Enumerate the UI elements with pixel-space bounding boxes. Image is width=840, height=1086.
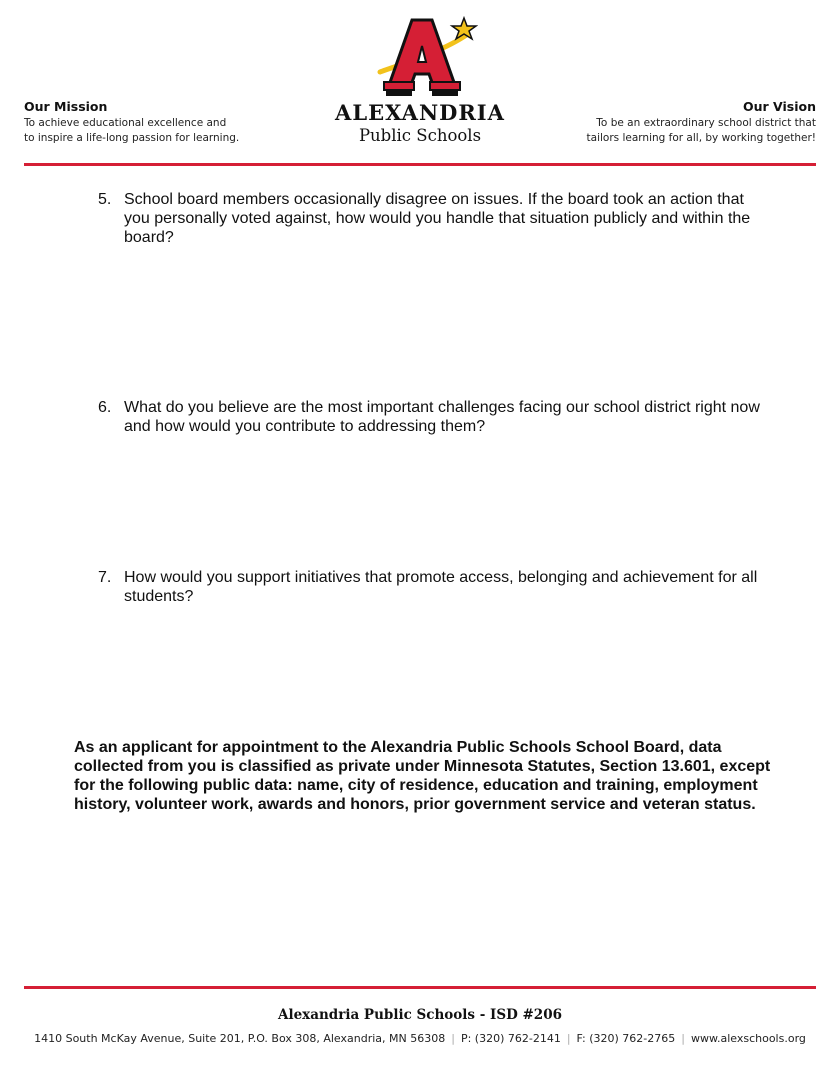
logo-a-star-icon	[372, 16, 478, 98]
mission-line: To achieve educational excellence and	[24, 117, 227, 129]
footer-separator: |	[451, 1032, 455, 1045]
privacy-notice: As an applicant for appointment to the Alexandria Public Schools School Board, data collected from you is classified as private under Minnesota Statutes, Section 13.601, except for the following public data: name, city of residence, education and training, employment history, volunteer work, awards and honors, prior government service and veteran status.	[74, 739, 771, 813]
question-5	[98, 190, 770, 247]
brand-subtitle: Public Schools	[358, 126, 482, 145]
header-mission	[24, 99, 284, 146]
header-vision	[536, 99, 816, 146]
question-7	[98, 568, 770, 606]
footer-divider	[24, 986, 816, 989]
vision-title: Our Vision	[743, 99, 816, 114]
question-number: 6.	[98, 399, 112, 416]
footer-contact	[0, 1032, 840, 1045]
footer-fax: F: (320) 762-2765	[576, 1032, 676, 1045]
question-number: 7.	[98, 569, 112, 586]
vision-line: tailors learning for all, by working together!	[586, 132, 816, 144]
question-text: What do you believe are the most important challenges facing our school district right now and how would you contribute to addressing them?	[124, 399, 760, 435]
footer-separator: |	[566, 1032, 571, 1045]
footer-title: Alexandria Public Schools - ISD #206	[277, 1007, 562, 1023]
question-6	[98, 398, 770, 436]
footer-address: 1410 South McKay Avenue, Suite 201, P.O. Box 308, Alexandria, MN 56308	[34, 1032, 446, 1045]
district-logo	[372, 16, 478, 98]
brand-name: ALEXANDRIA	[335, 100, 505, 125]
question-text: How would you support initiatives that promote access, belonging and achievement for all students?	[124, 569, 758, 605]
header-divider	[24, 163, 816, 166]
mission-line: to inspire a life-long passion for learning.	[24, 132, 240, 144]
brand-block	[300, 101, 540, 147]
vision-line: To be an extraordinary school district that	[596, 117, 816, 129]
footer-separator: |	[681, 1032, 685, 1045]
question-text: School board members occasionally disagree on issues. If the board took an action that you personally voted against, how would you handle that situation publicly and within the board?	[124, 191, 751, 246]
mission-title: Our Mission	[24, 99, 108, 114]
footer-website-link[interactable]: www.alexschools.org	[690, 1032, 806, 1045]
footer-phone: P: (320) 762-2141	[460, 1032, 561, 1045]
question-number: 5.	[98, 191, 112, 208]
